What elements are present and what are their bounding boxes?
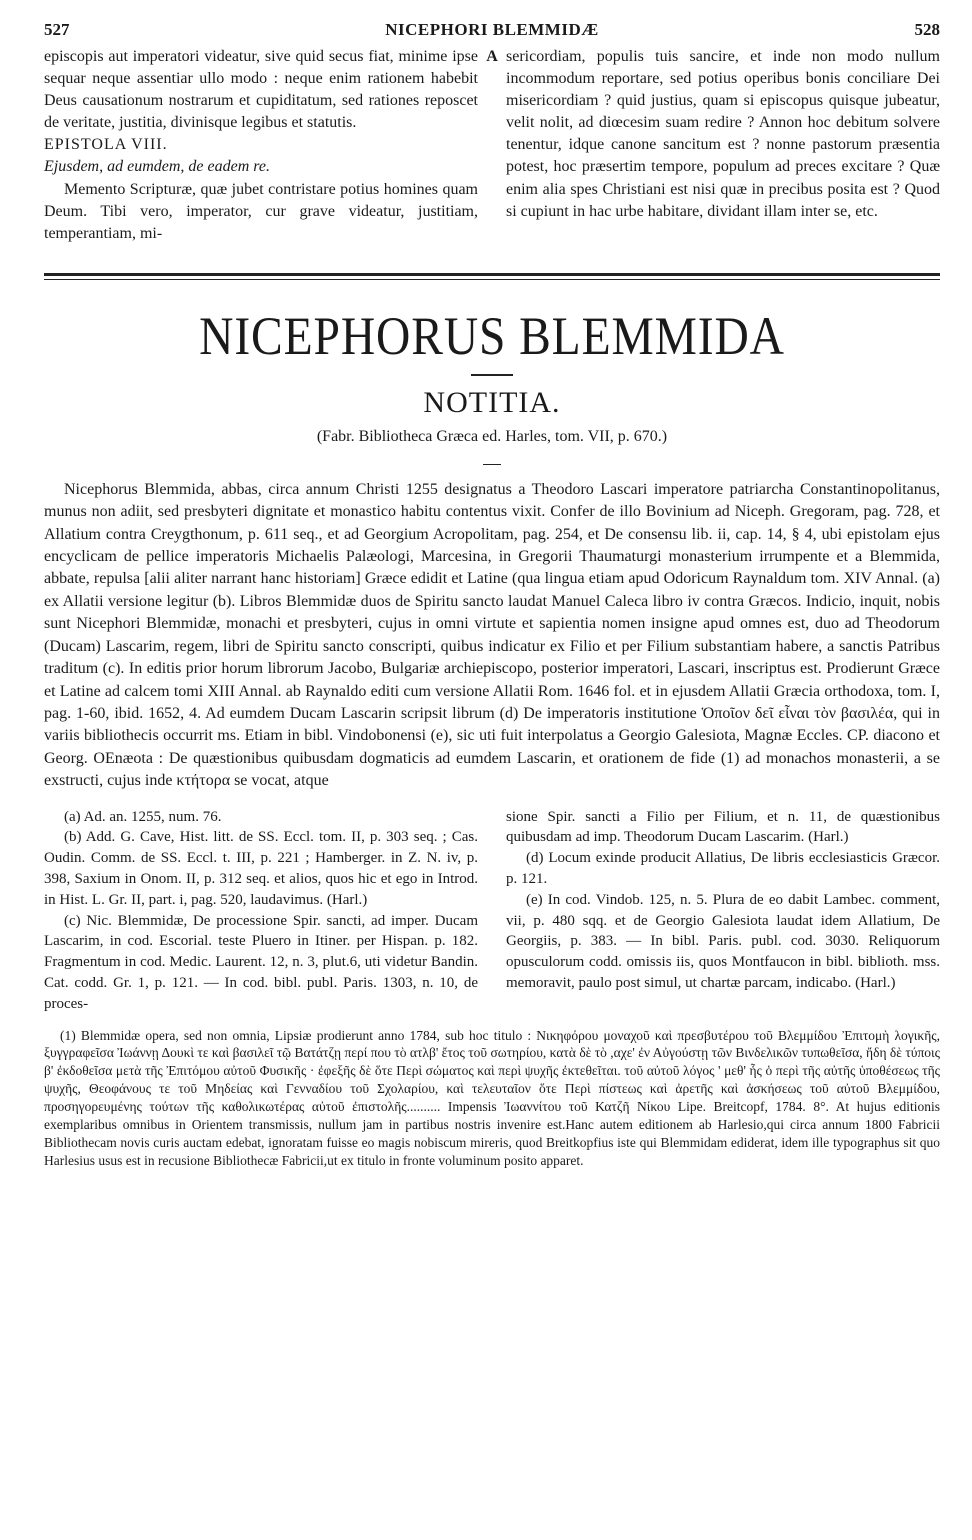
epistola-title: EPISTOLA VIII.	[44, 136, 168, 154]
section-subtitle: NOTITIA.	[423, 385, 561, 419]
letter-left-column	[44, 46, 492, 245]
running-title: NICEPHORI BLEMMIDÆ	[385, 20, 599, 39]
running-header	[44, 20, 940, 46]
letter-paragraph: sericordiam, populis tuis sancire, et inde non modo nullum incommodum reportare, sed potius operibus bonis conciliare Dei misericordiam ? quid justius, quam si episcopus quisque jubeatur, velit nolit, ad diœcesim suam redire ? Annon hoc debitum solvere tenentur, idque canone sancitum est ? nonne pastorum præsentia potest, hoc præsertim tempore, populum ad preces excitare ? Quæ enim alia spes Christiani est nisi quæ in precibus posita est ? Quod si cupiunt in hac urbe habitare, dividant illam inter se, etc.	[506, 48, 940, 220]
section-title: NICEPHORUS BLEMMIDA	[199, 305, 785, 366]
letter-paragraph: episcopis aut imperatori videatur, sive quid secus fiat, minime ipse sequar neque assentiar ullo modo : neque enim rationem habebit Deus causationum nostrarum et cupiditatum, sed rationes reposcet de veritate, justitia, divinisque legibus et statutis.	[44, 48, 478, 132]
notes-section	[44, 807, 940, 1015]
section-divider	[44, 273, 940, 276]
letter-section	[44, 46, 940, 245]
letter-paragraph: Memento Scripturæ, quæ jubet contristare potius homines quam Deum. Tibi vero, imperator, cur grave videatur, justitiam, temperantiam, mi-	[44, 180, 478, 242]
note-item: (d) Locum exinde producit Allatius, De libris ecclesiasticis Græcor. p. 121.	[506, 850, 940, 887]
note-item: sione Spir. sancti a Filio per Filium, et n. 11, de quæstionibus quibusdam ad imp. Theodorum Ducam Lascarim. (Harl.)	[506, 808, 940, 846]
note-item: (b) Add. G. Cave, Hist. litt. de SS. Eccl. tom. II, p. 303 seq. ; Cas. Oudin. Comm. de SS. Eccl. t. III, p. 221 ; Hamberger. in Z. N. iv, p. 398, Saxium in Onom. II, p. 312 seq. et alios, quos hic et ego in Introd. in Hist. L. Gr. II, part. i, pag. 520, laudavimus. (Harl.)	[44, 829, 478, 908]
footnote: (1) Blemmidæ opera, sed non omnia, Lipsiæ prodierunt anno 1784, sub hoc titulo : Νικηφόρου μοναχοῦ καὶ πρεσβυτέρου τοῦ Βλεμμίδου Ἐπιτομὴ λογικῆς, ξυγγραφεῖσα Ἰωάννῃ Δουκὶ τε καὶ βασιλεῖ τῷ Βατάτζῃ περί που τὸ ατλβ' ἔτος τοῦ σωτηρίου, κατὰ δὲ τὸ ,αχε' ἐν Αὐγούστῃ τῶν Βινδελικῶν τυπωθεῖσα, ἤδη δὲ τύποις β' ἐκδοθεῖσα μετὰ τῆς Ἐπιτόμου αὐτοῦ Φυσικῆς · ἐφεξῆς δὲ ὅτε Περὶ σώματος καὶ περὶ ψυχῆς ἐκτεθεῖται. τοῦ αὐτοῦ λόγος ' μεθ' ἧς ὁ περὶ τῆς αὐτῆς ὑποθέσεως τῆς ψυχῆς, Θεοφάνους τε τοῦ Μηδείας καὶ Γενναδίου τοῦ Σχολαρίου, καὶ τελευταῖον ὅτε Περὶ πίστεως καὶ ἀρετῆς καὶ ἀσκήσεως τοῦ αὐτοῦ Βλεμμίδου, προσηγορευμένης τούτων τῆς καθολικωτέρας αὐτοῦ ἐπιστολῆς.......... Impensis Ἰωαννίτου τοῦ Κατζῆ Νίκου Lipe. Breitcopf, 1784. 8°. At hujus editionis exemplaribus omnibus in Orientem transmissis, nullum jam in partibus nostris invenire est.Hanc autem editionem ab Harlesio,qui circa annum 1800 Fabricii Bibliothecam novis curis auctam edebat, ignoratam fuisse eo magis nobiscum mireris, quod Breitkopfius iste qui Blemmidam ediderat, idem ille typographus sit quo Harlesius usus est in recusione Bibliothecæ Fabricii,ut ex titulo in fronte voluminum posito apparet.	[44, 1027, 940, 1168]
page-number-left: 527	[44, 20, 70, 39]
page-number-right: 528	[914, 20, 940, 39]
notes-right-column	[492, 807, 940, 1015]
note-item: (c) Nic. Blemmidæ, De processione Spir. sancti, ad imper. Ducam Lascarim, in cod. Escorial. teste Pluero in Itiner. per Hispan. p. 182. Fragmentum in cod. Medic. Laurent. 12, n. 3, plut.6, uti videtur Bandin. Cat. codd. Gr. 1, p. 121. — In cod. bibl. publ. Paris. 1303, n. 10, de proces-	[44, 912, 478, 1012]
source-reference: (Fabr. Bibliotheca Græca ed. Harles, tom. VII, p. 670.)	[316, 427, 668, 445]
dash-divider	[483, 464, 501, 465]
note-item: (e) In cod. Vindob. 125, n. 5. Plura de eo dabit Lambec. comment, vii, p. 480 sqq. et de Georgio Galesiota laudat idem Allatium, De Georgiis, p. 383. — In bibl. Paris. publ. cod. 3030. Reliquorum opusculorum codd. omissis iis, quos Montfaucon in bibl. biblioth. mss. memoravit, paulo post simul, ut chartæ parcam, indicabo. (Harl.)	[506, 891, 940, 991]
section-divider-thin	[44, 279, 940, 280]
title-rule	[471, 374, 513, 376]
letter-right-column	[492, 46, 940, 245]
note-item: (a) Ad. an. 1255, num. 76.	[64, 808, 222, 825]
column-marker: A	[486, 48, 498, 65]
body-paragraph: Nicephorus Blemmida, abbas, circa annum Christi 1255 designatus a Theodoro Lascari imperatore patriarcha Constantinopolitanus, munus non adiit, sed presbyteri dignitate et monastico habitu contentus vixit. Confer de illo Bovinium ad Niceph. Gregoram, pag. 728, et Allatium contra Creygthonum, p. 611 seq., et ad Georgium Acropolitam, pag. 254, et De consensu lib. ii, cap. 14, § 4, ubi epistolam ejus encyclicam de pellice imperatoris Michaelis Palæologi, Marcesina, in Gregorii Thaumaturgi monasterium irrumpente et a Blemmida, abbate, repulsa [alii aliter narrant hanc historiam] Græce edidit et Latine (qua lingua etiam apud Odoricum Raynaldum tom. XIV Annal. (a) ex Allatii versione legitur (b). Libros Blemmidæ duos de Spiritu sancto laudat Manuel Caleca libro iv contra Græcos. Indicio, inquit, nobis sunt Nicephori Blemmidæ, monachi et presbyteri, cujus in omni virtute et sapientia nomen insigne apud omnes est, duo ad Theodorum (Ducam) Lascarim, regem, libri de Spiritu sancto conscripti, quibus indicatur ex Filio et per Filium substantiam habere, a sanctis Patribus traditum (c). In editis prior horum librorum Jacobo, Bulgariæ archiepiscopo, posterior imperatori, Lascari, inscriptus est. Prodierunt Græce et Latine ad calcem tomi XIII Annal. ab Raynaldo editi cum versione Allatii Rom. 1646 fol. et in ejusdem Allatii Græcia orthodoxa, tom. I, pag. 1-60, ibid. 1652, 4. Ad eumdem Ducam Lascarin scripsit librum (d) De imperatoris institutione Ὁποῖον δεῖ εἶναι τὸν βασιλέα, qui in variis bibliothecis occurrit ms. Etiam in bibl. Vindobonensi (e), sic uti fuit interpolatus a Georgio Galesiota, Magnæ Eccles. CP. diacono et Georg. OEnæota : De quæstionibus quibusdam dogmaticis ad eumdem Lascarin, et orationem de fide (1) ad monachos monasterii, a se exstructi, cujus inde κτήτορα se vocat, atque	[44, 480, 940, 790]
notes-left-column	[44, 807, 492, 1015]
epistola-subtitle: Ejusdem, ad eumdem, de eadem re.	[44, 158, 271, 176]
